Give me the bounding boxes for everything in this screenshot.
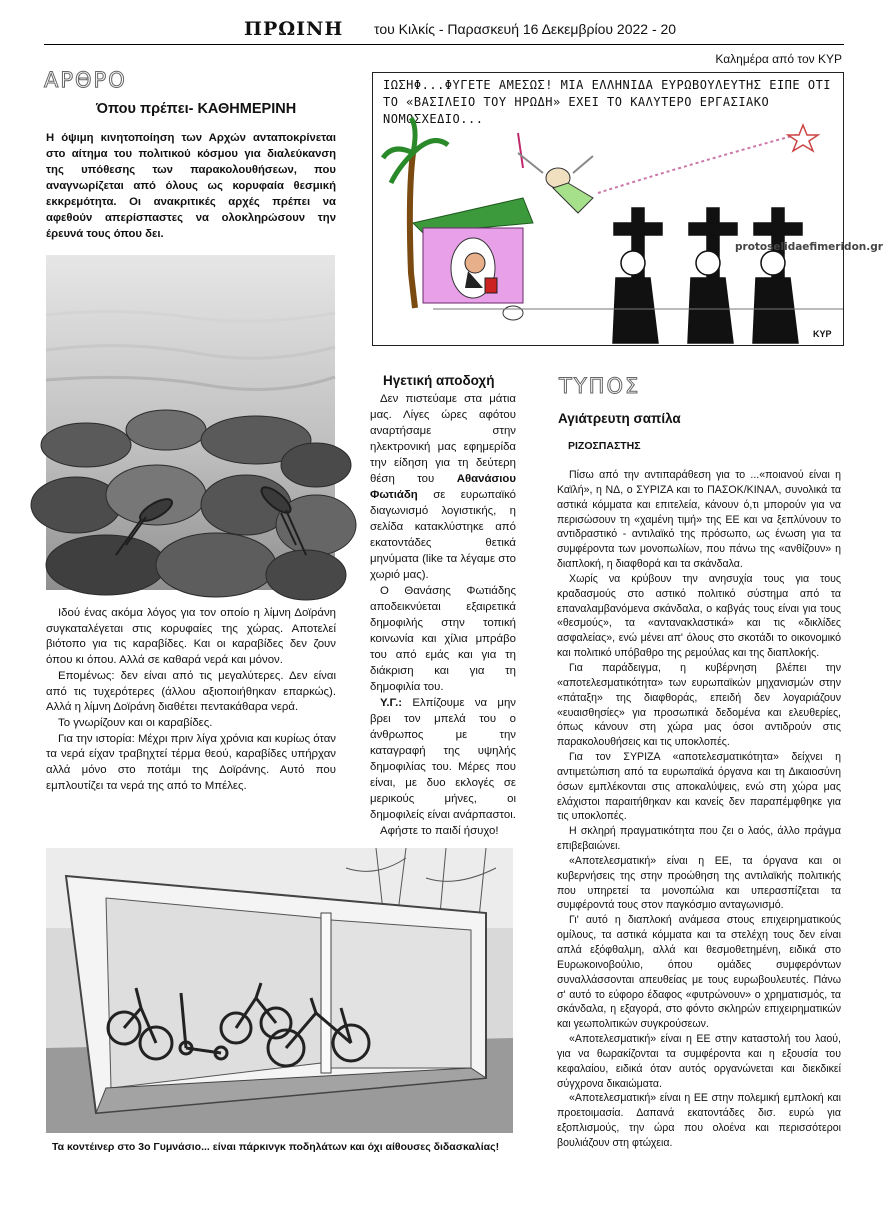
hgetiki-p1-name: Αθανάσιου Φωτιάδη bbox=[370, 473, 516, 501]
container-photo-caption: Τα κοντέινερ στο 3ο Γυμνάσιο... είναι πάρκινγκ ποδηλάτων και όχι αίθουσες διδασκαλίας! bbox=[52, 1141, 500, 1153]
typos-paragraph: Πίσω από την αντιπαράθεση για το ...«ποιανού είναι η Καϊλή», η ΝΔ, ο ΣΥΡΙΖΑ και το ΠΑΣΟΚ/ΚΙΝΑΛ, συνολικά τα αστικά κόμματα και επιτελεία, κάνουν ό,τι μπορούν για να περισώσουν τη «χαμένη τιμή» της ΕΕ και να ξεπλύνουν το αντιδραστικό - αντιλαϊκό της πρόσωπο, ως ένωση για τα συμφέροντα των μονοπωλίων, που πάνω της «ανθίζουν» η διαπλοκή, η διαφθορά και τα σκάνδαλα. bbox=[557, 469, 841, 571]
masthead bbox=[44, 18, 844, 42]
typos-paragraph: Η σκληρή πραγματικότητα που ζει ο λαός, άλλο πράγμα επιβεβαιώνει. bbox=[557, 825, 841, 853]
lake-paragraph: Επομένως: δεν είναι από τις μεγαλύτερες. Δεν είναι από τις τυχερότερες (άλλου αξιοποιήθηκαν επαρκώς). Αλλά η λίμνη Δοϊράνη διαθέτει πεντακάθαρα νερά. bbox=[46, 669, 336, 714]
lake-article bbox=[46, 606, 336, 794]
lake-paragraph: Για την ιστορία: Μέχρι πριν λίγα χρόνια και κυρίως όταν τα νερά είχαν τραβηχτεί τέρμα θεού, καραβίδες υπήρχαν αλλά μόνο στο ποτάμι της Δοϊράνης. Αυτό που εμπλουτίζει τα νερά της από το Μπέλες. bbox=[46, 732, 336, 792]
cartoon-signature: ΚΥΡ bbox=[813, 329, 832, 339]
hgetiki-p1-rest: σε ευρωπαϊκό διαγωνισμό λογιστικής, η σελίδα κατακλύστηκε από εκατοντάδες θετικά μηνύματα (like τα λέγαμε στο χωριό μας). bbox=[370, 489, 517, 581]
crayfish-photo-image bbox=[46, 255, 335, 590]
container-photo bbox=[46, 848, 513, 1133]
crayfish-photo bbox=[46, 255, 335, 590]
typos-source: ΡΙΖΟΣΠΑΣΤΗΣ bbox=[568, 440, 641, 452]
arthro-title: Όπου πρέπει- ΚΑΘΗΜΕΡΙΝΗ bbox=[96, 101, 297, 117]
section-arthro: ΑΡΘΡΟ bbox=[44, 68, 127, 92]
kyr-cartoon bbox=[372, 72, 883, 346]
issue-dateline: του Κιλκίς - Παρασκευή 16 Δεκεμβρίου 2022 - 20 bbox=[374, 21, 677, 37]
hgetiki-paragraph-4: Αφήστε το παιδί ήσυχο! bbox=[380, 825, 499, 837]
typos-title: Αγιάτρευτη σαπίλα bbox=[558, 411, 681, 426]
typos-paragraph: Γι' αυτό η διαπλοκή ανάμεσα στους επιχειρηματικούς ομίλους, τα αστικά κόμματα και τα στελέχη τους δεν είναι απλά εξόφθαλμη, αλλά και θεσμοθετημένη, ειδικά στο Ευρωκοινοβούλιο, όπου ομάδες συμφερόντων συναλλάσσονται απευθείας με τους ευρωβουλευτές. Πάνω σ' αυτό το εύφορο έδαφος «φυτρώνουν» ο χρηματισμός, τα σκάνδαλα, η εξαγορά, στο φόντο σκληρών επιχειρηματικών και γεωπολιτικών συγκρούσεων. bbox=[557, 914, 841, 1031]
typos-article bbox=[557, 468, 841, 1151]
cartoon-caption: Καλημέρα από τον ΚΥΡ bbox=[715, 52, 842, 66]
typos-paragraph: Για τον ΣΥΡΙΖΑ «αποτελεσματικότητα» δείχνει η αντιμετώπιση από τα ευρωπαϊκά όργανα και τη Δικαιοσύνη όσων εμπλέκονται στις αποκαλύψεις, ενώ στη χώρα μας ελάχιστοι παραιτήθηκαν και κανείς δεν παραπέμφθηκε για τις υποκλοπές. bbox=[557, 751, 841, 823]
lake-paragraph: Ιδού ένας ακόμα λόγος για τον οποίο η λίμνη Δοϊράνη συγκαταλέγεται στις κορυφαίες της χώρας. Αποτελεί βιότοπο για τις καραβίδες. Και οι καραβίδες δεν ζουν όπου κι όπου. Αλλά σε καθαρά νερά και μόνον. bbox=[46, 607, 336, 667]
cartoon-speech: ΙΩΣΗΦ...ΦΥΓΕΤΕ ΑΜΕΣΩΣ! ΜΙΑ ΕΛΛΗΝΙΔΑ ΕΥΡΩΒΟΥΛΕΥΤΗΣ ΕΙΠΕ ΟΤΙ ΤΟ «ΒΑΣΙΛΕΙΟ ΤΟΥ ΗΡΩΔΗ» ΕΧΕΙ ΤΟ ΚΑΛΥΤΕΡΟ ΕΡΓΑΣΙΑΚΟ ΝΟΜΟΣΧΕΔΙΟ... bbox=[383, 78, 832, 126]
hgetiki-ps-text: Ελπίζουμε να μην βρει τον μπελά του ο άνθρωπος με την καταγραφή της υψηλής δημοφιλίας του. Μέρες που είναι, με δυο εκλογές σε μερικούς μήνες, οι δημοφιλείς είναι ανάρπαστοι. bbox=[370, 697, 516, 821]
masthead-rule bbox=[44, 44, 844, 45]
hgetiki-paragraph-2: Ο Θανάσης Φωτιάδης αποδεικνύεται εξαιρετικά δημοφιλής στην τοπική κοινωνία και χίλια μπράβο του από εμάς και για τη διάκριση και για τη δημοφιλία του. bbox=[370, 585, 516, 693]
lake-paragraph: Το γνωρίζουν και οι καραβίδες. bbox=[58, 716, 213, 729]
typos-paragraph: Χωρίς να κρύβουν την ανησυχία τους για τους κραδασμούς στο αστικό πολιτικό σύστημα από τα επαναλαμβανόμενα σκάνδαλα, ο καβγάς τους είναι για τους «θεσμούς», τα «αντανακλαστικά» και τις «δικλίδες ασφαλείας», ενώ μένει απ' όλους στο σκοτάδι το οικονομικό και πολιτικό υπόβαθρο της ρεμούλας και της διαπλοκής. bbox=[557, 572, 841, 660]
typos-paragraph: «Αποτελεσματική» είναι η ΕΕ, τα όργανα και οι κυβερνήσεις της στην προώθηση της αντιλαϊκής πολιτικής που υπηρετεί τα μονοπώλια και υπερασπίζεται τα συμφέροντά τους στον παγκόσμιο ανταγωνισμό. bbox=[557, 854, 841, 912]
hgetiki-paragraph-3 bbox=[370, 695, 516, 823]
hgetiki-article bbox=[370, 391, 516, 839]
section-typos: ΤΥΠΟΣ bbox=[559, 374, 641, 398]
cartoon-watermark: protoselidaefimeridon.gr bbox=[735, 241, 883, 253]
typos-paragraph: Για παράδειγμα, η κυβέρνηση βλέπει την «αποτελεσματικότητα» των ευρωπαϊκών μηχανισμών στην «πάταξη» της διαφθοράς, επειδή δεν λογαριάζουν «ευαισθησίες» για προσωπικά δεδομένα και ελευθερίες, όπως κάνουν στη χώρα μας όσοι αντιδρούν στις παρακολουθήσεις και τις υποκλοπές. bbox=[557, 661, 841, 749]
arthro-lead: Η όψιμη κινητοποίηση των Αρχών ανταποκρίνεται στο αίτημα του πολιτικού κόσμου για διαλεύκανση της υπόθεσης των παρακολουθήσεων, που αναγνωρίζεται από όλους ως κορυφαία θεσμική εκκρεμότητα. Οι ανακριτικές αρχές πρέπει να αφεθούν απερίσπαστες να ολοκληρώσουν την έρευνά τους όπου δει. bbox=[46, 132, 336, 240]
hgetiki-p1-text: Δεν πιστεύαμε στα μάτια μας. Λίγες ώρες αφότου αναρτήσαμε στην ηλεκτρονική μας εφημερίδα την είδηση για τη δεύτερη θέση του bbox=[370, 393, 516, 485]
hgetiki-ps-label: Υ.Γ.: bbox=[380, 697, 403, 709]
hgetiki-title: Ηγετική αποδοχή bbox=[383, 373, 495, 388]
typos-paragraph: «Αποτελεσματική» είναι η ΕΕ στην πολεμική εμπλοκή και προετοιμασία. Δαπανά εκατοντάδες δισ. ευρώ για εξοπλισμούς, την ώρα που ολοένα και περισσότεροι βουλιάζουν στη φτώχεια. bbox=[557, 1092, 841, 1149]
newspaper-brand: ΠΡΩΙΝΗ bbox=[244, 18, 344, 40]
cartoon-drawing bbox=[373, 73, 843, 345]
container-photo-image bbox=[46, 848, 513, 1133]
typos-paragraph: «Αποτελεσματική» είναι η ΕΕ στην καταστολή του λαού, για να θωρακίζονται τα συμφέροντα και η εξουσία του κεφαλαίου, ειδικά όταν αυτός οργανώνεται και διεκδικεί σύγχρονα δικαιώματα. bbox=[557, 1033, 841, 1090]
hgetiki-paragraph-1 bbox=[370, 391, 516, 583]
